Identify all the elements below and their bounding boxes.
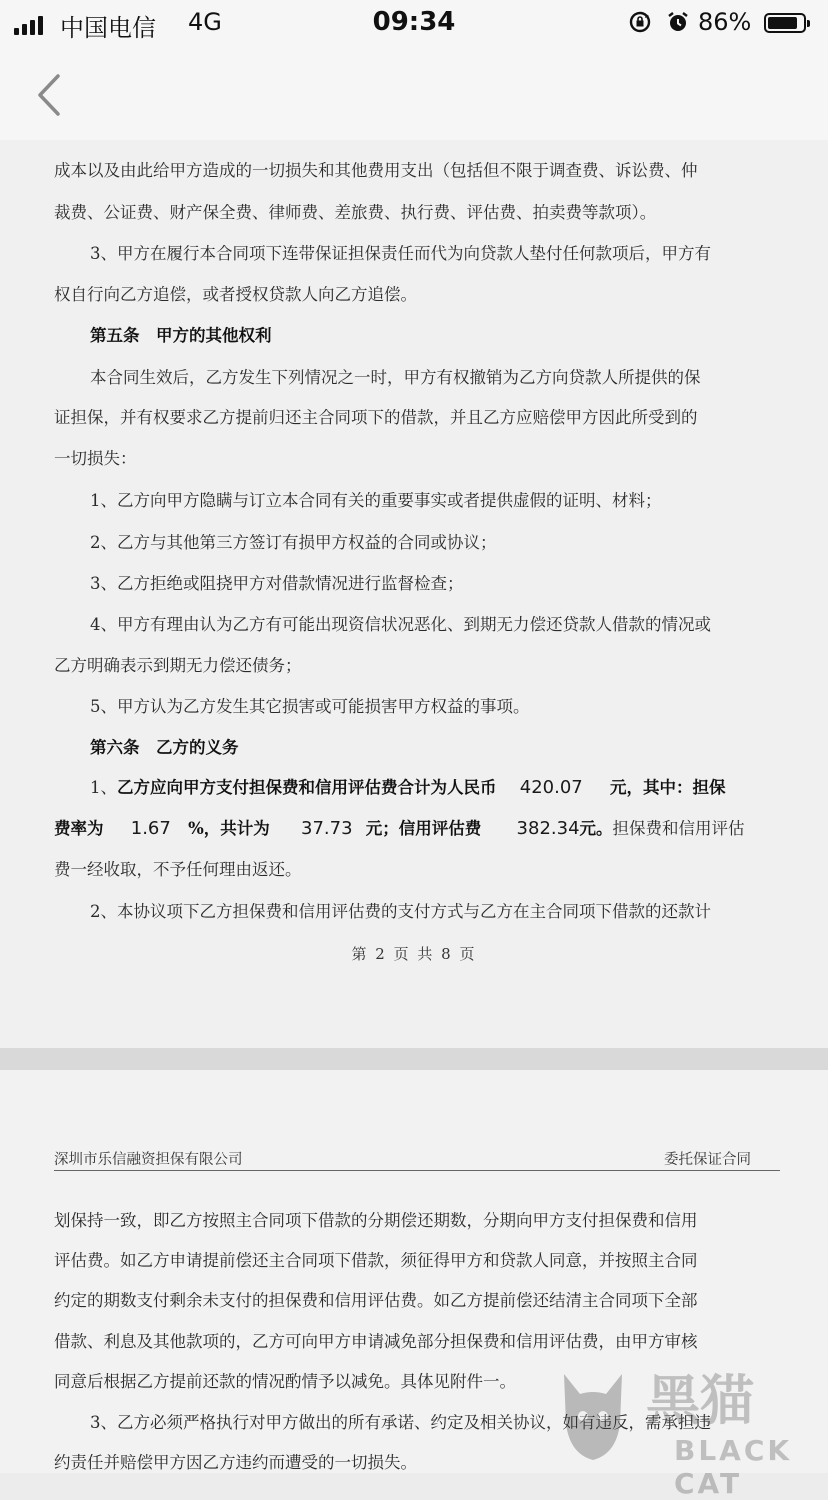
status-bar (0, 0, 828, 48)
section-heading: 第五条 甲方的其他权利 (90, 326, 272, 345)
black-cat-logo-icon (558, 1364, 628, 1464)
company-header: 深圳市乐信融资担保有限公司 (54, 1152, 243, 1168)
fee-line-1: 1、乙方应向甲方支付担保费和信用评估费合计为人民币 420.07 元，其中：担保 (90, 777, 726, 798)
doc-line: 成本以及由此给甲方造成的一切损失和其他费用支出（包括但不限于调查费、诉讼费、仲 (54, 161, 698, 180)
network-type: 4G (188, 8, 222, 36)
doc-line: 4、甲方有理由认为乙方有可能出现资信状况恶化、到期无力偿还贷款人借款的情况或 (90, 615, 711, 634)
page-number: 第 2 页 共 8 页 (351, 945, 477, 963)
battery-percent: 86% (698, 8, 752, 36)
doc-line: 一切损失： (54, 449, 137, 468)
doc-line: 本合同生效后，乙方发生下列情况之一时，甲方有权撤销为乙方向贷款人所提供的保 (90, 368, 701, 387)
watermark-en: BLACK CAT (674, 1434, 793, 1500)
doc-line: 3、甲方在履行本合同项下连带保证担保责任而代为向贷款人垫付任何款项后，甲方有 (90, 244, 711, 263)
doc-line: 费一经收取，不予任何理由返还。 (54, 860, 302, 879)
doc-line: 2、乙方与其他第三方签订有损甲方权益的合同或协议； (90, 533, 497, 552)
credit-fee-value: 382.34 (516, 818, 580, 839)
battery-icon (764, 13, 806, 33)
chevron-left-icon[interactable] (28, 70, 68, 120)
nav-bar (0, 48, 828, 140)
doc-line: 证担保，并有权要求乙方提前归还主合同项下的借款，并且乙方应赔偿甲方因此所受到的 (54, 408, 698, 427)
total-fee-value: 420.07 (519, 777, 583, 798)
doc-line: 约责任并赔偿甲方因乙方违约而遭受的一切损失。 (54, 1453, 417, 1472)
carrier-name: 中国电信 (60, 14, 156, 42)
doc-line: 约定的期数支付剩余未支付的担保费和信用评估费。如乙方提前偿还结清主合同项下全部 (54, 1291, 698, 1310)
battery-fill (768, 17, 797, 29)
guarantee-fee-value: 37.73 (301, 818, 353, 839)
fee-line-2: 费率为 1.67 %，共计为 37.73 元；信用评估费 382.34元。担保费和信用评估 (54, 818, 745, 839)
contract-title-header: 委托保证合同 (664, 1152, 751, 1168)
doc-line: 评估费。如乙方申请提前偿还主合同项下借款，须征得甲方和贷款人同意，并按照主合同 (54, 1251, 698, 1270)
doc-line: 3、乙方拒绝或阻挠甲方对借款情况进行监督检查； (90, 574, 464, 593)
doc-line: 2、本协议项下乙方担保费和信用评估费的支付方式与乙方在主合同项下借款的还款计 (90, 902, 711, 921)
doc-line: 借款、利息及其他款项的，乙方可向甲方申请减免部分担保费和信用评估费，由甲方审核 (54, 1332, 698, 1351)
doc-line: 裁费、公证费、财产保全费、律师费、差旅费、执行费、评估费、拍卖费等款项）。 (54, 203, 657, 222)
doc-line: 权自行向乙方追偿，或者授权贷款人向乙方追偿。 (54, 285, 417, 304)
rate-value: 1.67 (130, 818, 171, 839)
header-rule (54, 1170, 780, 1171)
alarm-icon (666, 10, 690, 34)
doc-line: 3、乙方必须严格执行对甲方做出的所有承诺、约定及相关协议，如有违反，需承担违 (90, 1413, 711, 1432)
doc-line: 5、甲方认为乙方发生其它损害或可能损害甲方权益的事项。 (90, 697, 530, 716)
doc-line: 1、乙方向甲方隐瞒与订立本合同有关的重要事实或者提供虚假的证明、材料； (90, 491, 662, 510)
watermark-cn: 黑猫 (646, 1369, 754, 1432)
doc-line: 同意后根据乙方提前还款的情况酌情予以减免。具体见附件一。 (54, 1372, 516, 1391)
doc-line: 乙方明确表示到期无力偿还债务； (54, 656, 302, 675)
black-cat-watermark (558, 1358, 828, 1500)
doc-line: 划保持一致，即乙方按照主合同项下借款的分期偿还期数，分期向甲方支付担保费和信用 (54, 1211, 698, 1230)
status-time: 09:34 (372, 7, 456, 37)
document-page-2 (0, 140, 828, 1048)
section-heading: 第六条 乙方的义务 (90, 738, 239, 757)
page-separator (0, 1048, 828, 1070)
rotation-lock-icon (628, 10, 652, 34)
